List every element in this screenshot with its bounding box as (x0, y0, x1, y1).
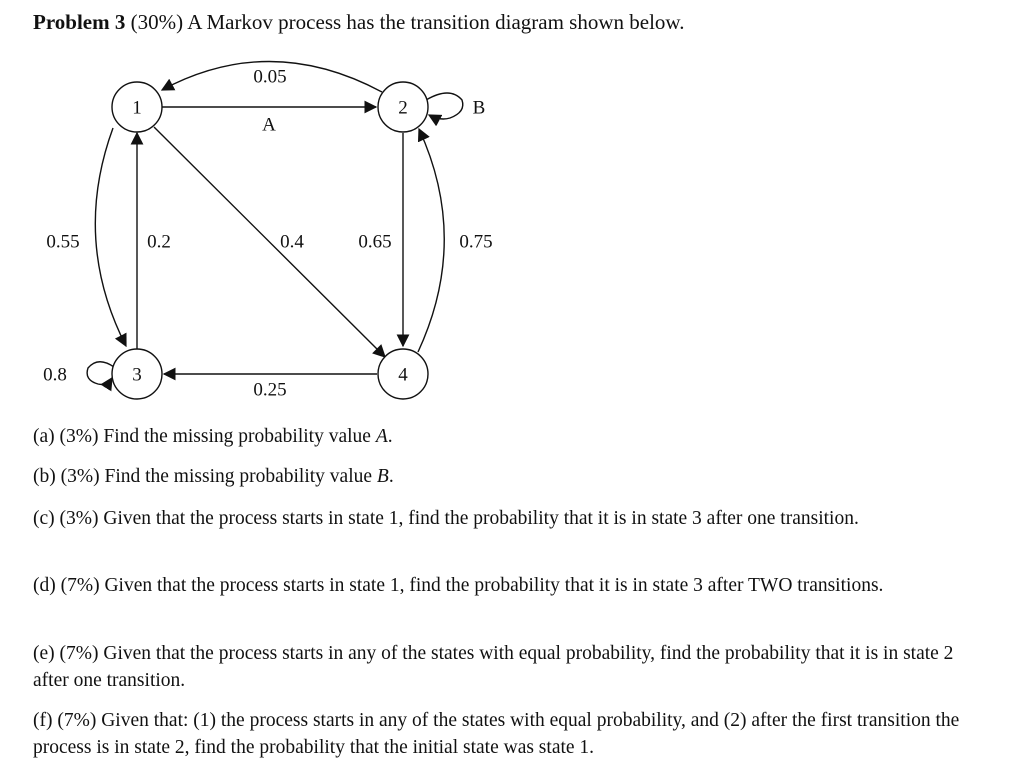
edge-2-to-2 (426, 93, 463, 119)
question-d: (d) (7%) Given that the process starts in state 1, find the probability that it is in state 3 after TWO transitions. (33, 575, 884, 596)
edge-label-4-to-3: 0.25 (253, 379, 287, 401)
state-4-label: 4 (398, 364, 408, 386)
problem-statement: A Markov process has the transition diagram shown below. (187, 10, 685, 34)
question-a-prefix: (a) (3%) Find the missing probability value (33, 426, 376, 447)
problem-label: Problem 3 (33, 10, 126, 34)
edge-label-4-to-2: 0.75 (459, 231, 493, 253)
edge-4-to-2 (418, 129, 444, 352)
state-1-label: 1 (132, 97, 142, 119)
state-2-label: 2 (398, 97, 408, 119)
edge-label-2-to-4: 0.65 (358, 231, 392, 253)
question-a-suffix: . (387, 426, 393, 447)
state-3-label: 3 (132, 364, 142, 386)
question-e: (e) (7%) Given that the process starts in any of the states with equal probability, find the probability that it is in state 2 after one transition. (33, 643, 954, 691)
question-b-variable: B (376, 466, 389, 487)
edge-label-1-to-3: 0.55 (46, 231, 80, 253)
edge-3-to-3 (87, 362, 114, 385)
question-b-prefix: (b) (3%) Find the missing probability value (33, 466, 377, 487)
edge-label-1-to-4: 0.4 (280, 231, 304, 253)
edge-label-3-to-1: 0.2 (147, 231, 171, 253)
question-a-variable: A (375, 426, 388, 447)
edge-label-1-to-2: A (262, 114, 276, 136)
edge-label-2-to-1: 0.05 (253, 66, 287, 88)
question-f: (f) (7%) Given that: (1) the process starts in any of the states with equal probability, and (2) after the first transition the process is in state 2, find the probability that the initial state was state 1. (33, 710, 960, 758)
question-b-suffix: . (388, 466, 394, 487)
question-a (33, 423, 993, 450)
problem-weight: (30%) (130, 10, 184, 34)
edge-label-2-to-2: B (472, 97, 486, 119)
question-c: (c) (3%) Given that the process starts in state 1, find the probability that it is in state 3 after one transition. (33, 508, 859, 529)
edge-label-3-to-3: 0.8 (43, 364, 67, 386)
question-b (33, 463, 993, 490)
edge-1-to-3 (95, 128, 126, 346)
edge-1-to-4 (154, 127, 385, 357)
